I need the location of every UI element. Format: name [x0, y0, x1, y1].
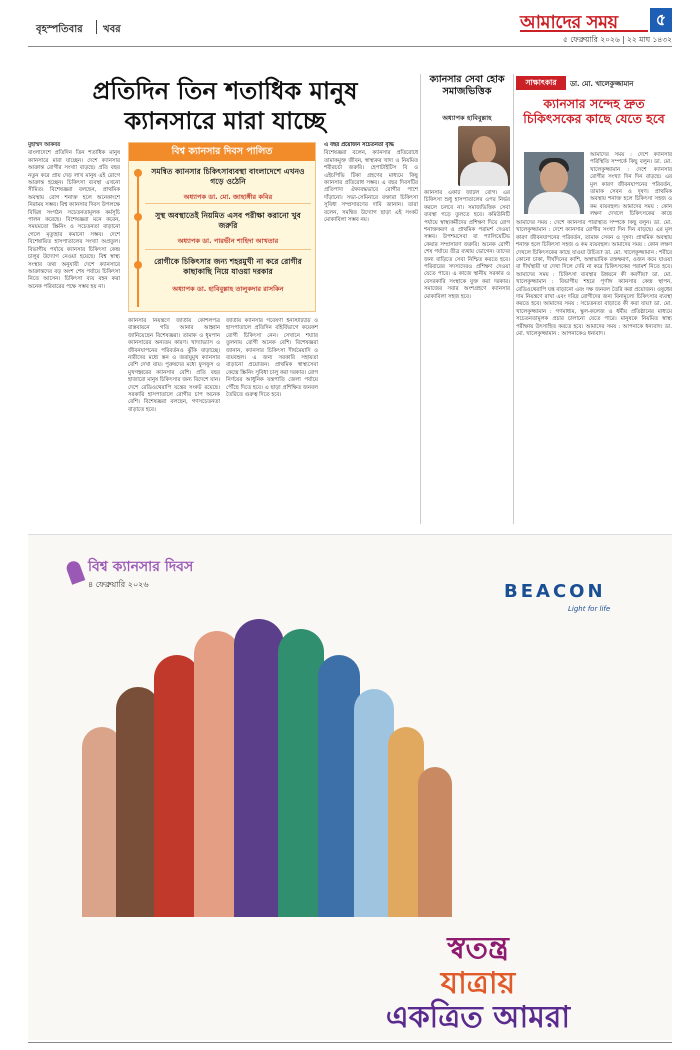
- story-subhead: এ বছর প্রয়োজন সচেতনতা বৃদ্ধি: [324, 142, 394, 148]
- dateline: ৫ ফেব্রুয়ারি ২০২৬ | ২২ মাঘ ১৪৩২: [562, 35, 672, 44]
- story-byline: মুহাম্মদ আকবর: [28, 142, 61, 148]
- ribbon-icon: [65, 559, 86, 584]
- highlight-quote-2: সুস্থ অবস্থাতেই নিয়মিত এসব পরীক্ষা করানো খুব জরুরি: [155, 211, 301, 230]
- header-separator: [96, 20, 97, 34]
- story-column-4: [324, 142, 418, 528]
- ad-tagline: [328, 931, 628, 1035]
- story-column-2: [128, 318, 220, 528]
- interview-label: সাক্ষাৎকার: [516, 76, 566, 90]
- highlight-author-2: অধ্যাপক ডা. পারভীন শাহিদা আখতার: [177, 237, 279, 245]
- middle-story-headline: ক্যানসার সেবা হোক সমাজভিত্তিক: [429, 74, 505, 97]
- story-text-col3: জাতীয় ক্যানসার গবেষণা ইনস্টিটিউট ও হাসপাতালে প্রতিদিন বহির্বিভাগে কয়েকশ রোগী চিকিৎসা নেন। সেখানে শয্যার তুলনায় রোগী অনেক বেশি। বিশেষজ্ঞরা জানান, ক্যানসার চিকিৎসা দীর্ঘমেয়াদি ও ব্যয়বহুল। এ জন্য সরকারি সহায়তা বাড়ানো প্রয়োজন। প্রাথমিক স্বাস্থ্যসেবা কেন্দ্রে স্ক্রিনিং সুবিধা চালু করা দরকার। রোগ নির্ণয়ের আধুনিক যন্ত্রপাতি জেলা পর্যায়ে পৌঁছে দিতে হবে। এ ছাড়া প্রশিক্ষিত জনবল তৈরিতে গুরুত্ব দিতে হবে।: [226, 318, 318, 399]
- interview-headline: ক্যানসার সন্দেহ দ্রুত চিকিৎসকের কাছে যেতে হবে: [523, 96, 665, 126]
- author-shirt: [460, 162, 508, 186]
- interview-text: [516, 220, 672, 528]
- story-column-3: [226, 318, 318, 528]
- author-photo: [458, 126, 510, 186]
- bullet-icon: [134, 169, 142, 177]
- page-number: ৫: [650, 8, 672, 32]
- photo-shirt: [528, 192, 580, 214]
- collage-strip: [418, 767, 452, 917]
- headline-line-2: ক্যানসারে মারা যাচ্ছে: [124, 106, 326, 135]
- ad-tagline-3: একত্রিত আমরা: [385, 1000, 571, 1035]
- story-text-col1: বাংলাদেশে প্রতিদিন তিন শতাধিক মানুষ ক্যানসারে মারা যাচ্ছেন। দেশে ক্যানসার আক্রান্ত রোগীর সংখ্যা বাড়ছে। প্রতি বছর নতুন করে প্রায় দেড় লাখ মানুষ এই রোগে আক্রান্ত হচ্ছেন। চিকিৎসা ব্যবস্থা এখনো সীমিত। বিশেষজ্ঞরা বলছেন, প্রাথমিক অবস্থায় রোগ শনাক্ত হলে অনেকাংশে নিরাময় সম্ভব। বিশ্ব ক্যানসার দিবস উপলক্ষে বিভিন্ন সংগঠন সচেতনতামূলক কর্মসূচি পালন করেছে। বিশেষজ্ঞরা মনে করেন, সময়মতো স্ক্রিনিং ও সচেতনতা বাড়ানো গেলে মৃত্যুহার কমানো সম্ভব। দেশে বিশেষায়িত হাসপাতালের সংখ্যা অপ্রতুল। বিভাগীয় পর্যায়ে ক্যানসার চিকিৎসা কেন্দ্র চালুর উদ্যোগ নেওয়া হয়েছে। বিশ্ব স্বাস্থ্য সংস্থার তথ্য অনুযায়ী দেশে ক্যানসারে আক্রান্তদের বড় অংশ শেষ পর্যায়ে চিকিৎসা নিতে আসেন। চিকিৎসা ব্যয় বহন করা অনেক পরিবারের পক্ষে সম্ভব হয় না।: [28, 150, 120, 290]
- collage-strip: [234, 619, 284, 917]
- highlight-divider: [145, 203, 311, 204]
- highlight-quote-1: সমন্বিত ক্যানসার চিকিৎসাব্যবস্থা বাংলাদেশে এখনও গড়ে ওঠেনি: [151, 167, 305, 186]
- main-headline: [30, 76, 420, 136]
- header-rule: [28, 46, 672, 47]
- interview-text-top: [590, 152, 672, 218]
- ad-tagline-1: স্বতন্ত্র: [447, 931, 509, 966]
- header-day: বৃহস্পতিবার: [36, 24, 83, 35]
- highlight-divider: [145, 249, 311, 250]
- author-face: [472, 136, 496, 164]
- bullet-icon: [134, 261, 142, 269]
- bullet-icon: [134, 213, 142, 221]
- photo-face: [540, 162, 568, 194]
- middle-story-author: অধ্যাপক হাবিবুল্লাহ: [442, 114, 492, 122]
- people-collage: [82, 619, 462, 917]
- highlight-box: [128, 142, 316, 312]
- ad-badge-title: বিশ্ব ক্যানসার দিবস: [88, 559, 194, 575]
- brand-logo: BEACON: [504, 581, 606, 602]
- interview-name: ডা. মো. খালেকুজ্জামান: [570, 80, 634, 88]
- highlight-quote-3: রোগীকে চিকিৎসার জন্য শহরমুখী না করে রোগীর কাছাকাছি নিয়ে যাওয়া দরকার: [154, 257, 302, 276]
- masthead-text: আমাদের সময়: [520, 12, 618, 33]
- highlight-author-1: অধ্যাপক ডা. মো. জাহাঙ্গীর কবির: [183, 193, 273, 201]
- middle-story-text: [424, 190, 510, 528]
- interview-body: আমাদের সময় : দেশে ক্যানসার পরিস্থিতি সম্পর্কে কিছু বলুন। ডা. মো. খালেকুজ্জামান : দেশে ক্যানসার রোগীর সংখ্যা দিন দিন বাড়ছে। এর মূল কারণ জীবনযাপনের পরিবর্তন, তামাক সেবন ও দূষণ। প্রাথমিক অবস্থায় শনাক্ত হলে চিকিৎসা সহজ ও কম ব্যয়বহুল। আমাদের সময় : কোন লক্ষণ দেখলে চিকিৎসকের কাছে যাওয়া উচিত? ডা. মো. খালেকুজ্জামান : শরীরে কোনো চাকা, দীর্ঘদিনের কাশি, অস্বাভাবিক রক্তক্ষরণ, ওজন কমে যাওয়া বা দীর্ঘস্থায়ী ঘা দেখা দিলে দেরি না করে চিকিৎসকের পরামর্শ নিতে হবে। আমাদের সময় : চিকিৎসা ব্যবস্থার উন্নয়নে কী করণীয়? ডা. মো. খালেকুজ্জামান : বিভাগীয় শহরে পূর্ণাঙ্গ ক্যানসার কেন্দ্র স্থাপন, রেডিওথেরাপি যন্ত্র বাড়ানো এবং দক্ষ জনবল তৈরি করা প্রয়োজন। ওষুধের দাম নিয়ন্ত্রণে রাখা এবং দরিদ্র রোগীদের জন্য বিনামূল্যে চিকিৎসার ব্যবস্থা করতে হবে। আমাদের সময় : সচেতনতা বাড়াতে কী করা যায়? ডা. মো. খালেকুজ্জামান : গণমাধ্যম, স্কুল-কলেজ ও ধর্মীয় প্রতিষ্ঠানের মাধ্যমে সচেতনতামূলক প্রচার চালানো যেতে পারে। মানুষকে নিয়মিত স্বাস্থ্য পরীক্ষায় উৎসাহিত করতে হবে। আমাদের সময় : আপনাকে ধন্যবাদ। ডা. মো. খালেকুজ্জামান : আপনাকেও ধন্যবাদ।: [516, 220, 672, 338]
- story-text-col2: ক্যানসার নিয়ন্ত্রণে জাতীয় কৌশলপত্র বাস্তবায়নে গতি আনার আহ্বান জানিয়েছেন বিশেষজ্ঞরা। তামাক ও ধূমপান ক্যানসারের অন্যতম কারণ। খাদ্যাভ্যাস ও জীবনযাপনের পরিবর্তনও ঝুঁকি বাড়াচ্ছে। নারীদের মধ্যে স্তন ও জরায়ুমুখ ক্যানসার বেশি দেখা যায়। পুরুষদের মধ্যে ফুসফুস ও মুখগহ্বরের ক্যানসার বেশি। প্রতি বছর হাজারো মানুষ চিকিৎসার জন্য বিদেশে যান। দেশে রেডিওথেরাপি যন্ত্রের সংকট রয়েছে। সরকারি হাসপাতালে রোগীর চাপ অনেক বেশি। বিশেষজ্ঞরা বলছেন, গণসচেতনতা বাড়াতে হবে।: [128, 318, 220, 413]
- column-rule: [513, 74, 514, 524]
- highlight-title: বিশ্ব ক্যানসার দিবস পালিত: [129, 143, 315, 161]
- ad-badge-date: ৪ ফেব্রুয়ারি ২০২৬: [88, 580, 149, 589]
- advertisement: [28, 534, 672, 1040]
- brand-tagline: Light for life: [568, 605, 611, 613]
- story-text-col4: বিশেষজ্ঞরা বলেন, ক্যানসার প্রতিরোধে তামাকমুক্ত জীবন, স্বাস্থ্যকর খাদ্য ও নিয়মিত শরীরচর্চা জরুরি। হেপাটাইটিস বি ও এইচপিভি টিকা গ্রহণের মাধ্যমে কিছু ক্যানসার প্রতিরোধ সম্ভব। এ বছর দিবসটির প্রতিপাদ্য ঐক্যবদ্ধভাবে রোগীর পাশে দাঁড়ানো। সভা-সেমিনারে বক্তারা চিকিৎসা সুবিধা সম্প্রসারণের দাবি জানান। তারা বলেন, সমন্বিত উদ্যোগ ছাড়া এই সংকট মোকাবিলা সম্ভব নয়।: [324, 150, 418, 224]
- masthead-logo: [520, 8, 648, 32]
- interviewee-photo: [524, 152, 584, 214]
- highlight-timeline: [137, 169, 139, 307]
- column-rule: [420, 74, 421, 524]
- ad-tagline-2: যাত্রায়: [440, 966, 516, 1001]
- headline-line-1: প্রতিদিন তিন শতাধিক মানুষ: [92, 76, 358, 105]
- page-header: [0, 0, 700, 44]
- story-column-1: [28, 142, 120, 528]
- footer-rule: [28, 1042, 672, 1043]
- header-section: খবর: [103, 24, 121, 35]
- highlight-author-3: অধ্যাপক ডা. হাবিবুল্লাহ তালুকদার রাসকিন: [172, 285, 284, 293]
- middle-story-body: ক্যানসার একটি জটিল রোগ। এর চিকিৎসা শুধু হাসপাতালের ওপর নির্ভর করলে চলবে না। সমাজভিত্তিক সেবা ব্যবস্থা গড়ে তুলতে হবে। কমিউনিটি পর্যায়ে স্বাস্থ্যকর্মীদের প্রশিক্ষণ দিয়ে রোগ শনাক্তকরণ ও প্রাথমিক পরামর্শ দেওয়া সম্ভব। উপশমসেবা বা প্যালিয়েটিভ কেয়ার সম্প্রসারণ জরুরি। অনেক রোগী শেষ পর্যায়ে তীব্র ব্যথায় ভোগেন। তাদের জন্য বাড়িতে সেবা নিশ্চিত করতে হবে। পরিবারের সদস্যদেরও প্রশিক্ষণ দেওয়া যেতে পারে। এ কাজে স্থানীয় সরকার ও বেসরকারি সংস্থাকে যুক্ত করা দরকার। সমাজের সবার অংশগ্রহণে ক্যানসার মোকাবিলা সহজ হবে।: [424, 190, 510, 300]
- interview-body-top: আমাদের সময় : দেশে ক্যানসার পরিস্থিতি সম্পর্কে কিছু বলুন। ডা. মো. খালেকুজ্জামান : দেশে ক্যানসার রোগীর সংখ্যা দিন দিন বাড়ছে। এর মূল কারণ জীবনযাপনের পরিবর্তন, তামাক সেবন ও দূষণ। প্রাথমিক অবস্থায় শনাক্ত হলে চিকিৎসা সহজ ও কম ব্যয়বহুল। আমাদের সময় : কোন লক্ষণ দেখলে চিকিৎসকের কাছে: [590, 152, 672, 218]
